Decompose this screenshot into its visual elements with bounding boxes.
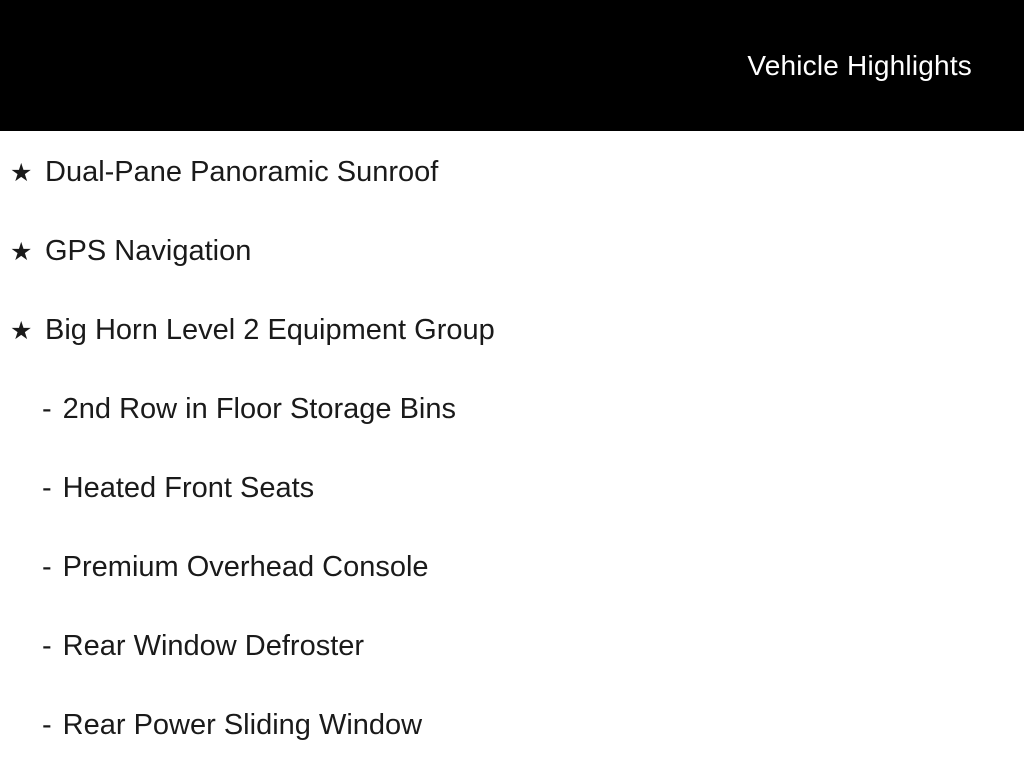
highlights-list [0,131,1024,768]
list-item-feature [10,313,1004,392]
feature-label: Big Horn Level 2 Equipment Group [45,314,495,346]
subfeature-label: 2nd Row in Floor Storage Bins [62,393,456,425]
subfeature-label: Rear Window Defroster [62,630,365,662]
header-bar [0,0,1024,131]
list-item-subfeature [10,708,1004,768]
list-item-feature [10,155,1004,234]
star-icon: ★ [10,317,33,345]
list-item-subfeature [10,392,1004,471]
dash-bullet: - [42,709,52,741]
subfeature-label: Premium Overhead Console [62,551,429,583]
dash-bullet: - [42,551,52,583]
list-item-subfeature [10,471,1004,550]
dash-bullet: - [42,472,52,504]
page-title: Vehicle Highlights [747,49,972,81]
subfeature-label: Rear Power Sliding Window [62,709,423,741]
feature-label: GPS Navigation [45,235,252,267]
list-item-subfeature [10,550,1004,629]
feature-label: Dual-Pane Panoramic Sunroof [45,156,439,188]
list-item-subfeature [10,629,1004,708]
star-icon: ★ [10,159,33,187]
star-icon: ★ [10,238,33,266]
dash-bullet: - [42,630,52,662]
dash-bullet: - [42,393,52,425]
subfeature-label: Heated Front Seats [62,472,315,504]
list-item-feature [10,234,1004,313]
